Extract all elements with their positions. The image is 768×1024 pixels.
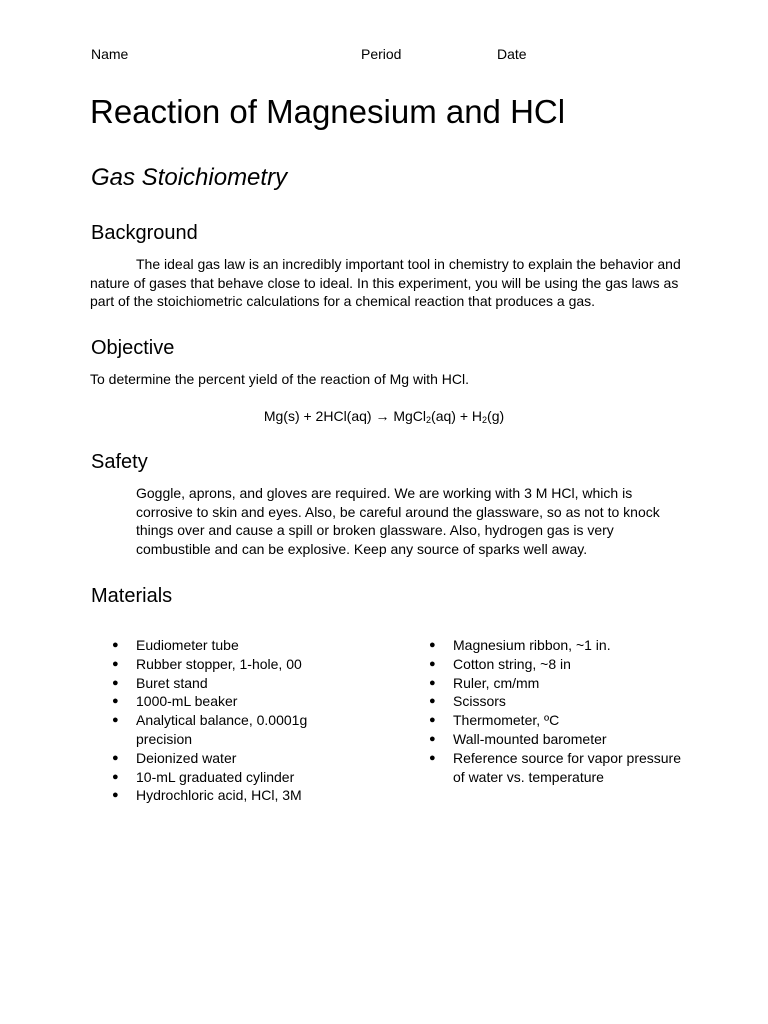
date-label: Date xyxy=(497,46,527,62)
material-label: Thermometer, ºC xyxy=(453,712,560,729)
material-label: Magnesium ribbon, ~1 in. xyxy=(453,637,611,653)
bullet-icon: ● xyxy=(112,770,119,783)
bullet-icon: ● xyxy=(112,639,119,651)
list-item xyxy=(112,655,322,674)
materials-list-right xyxy=(429,636,689,786)
material-label: Analytical balance, 0.0001g precision xyxy=(136,712,308,747)
period-label: Period xyxy=(361,46,402,62)
list-item xyxy=(429,692,689,711)
list-item xyxy=(429,636,689,655)
bullet-icon: ● xyxy=(429,714,436,727)
list-item xyxy=(429,749,689,787)
bullet-icon: ● xyxy=(429,676,436,689)
material-label: Wall-mounted barometer xyxy=(453,730,607,747)
equation-subscript-2: 2 xyxy=(482,415,488,425)
objective-heading: Objective xyxy=(91,337,175,359)
bullet-icon: ● xyxy=(112,676,119,689)
bullet-icon: ● xyxy=(429,695,436,708)
material-label: Deionized water xyxy=(136,749,237,766)
list-item xyxy=(112,711,322,749)
page-subtitle: Gas Stoichiometry xyxy=(91,164,288,191)
safety-heading: Safety xyxy=(91,451,148,473)
reaction-equation xyxy=(0,407,768,425)
list-item xyxy=(429,674,689,693)
safety-text: Goggle, aprons, and gloves are required. We are working with 3 M HCl, which is corrosive to skin and eyes. Also, be careful around the glassware, so as not to knock things over and cause a spill or broken glassware. Also, hydrogen gas is very combustible and can be explosive. Keep any source of sparks well away. xyxy=(136,485,660,558)
bullet-icon: ● xyxy=(429,657,436,670)
material-label: Eudiometer tube xyxy=(136,637,239,653)
list-item xyxy=(112,749,322,768)
bullet-icon: ● xyxy=(429,751,436,764)
background-heading: Background xyxy=(91,222,198,244)
bullet-icon: ● xyxy=(112,714,119,727)
equation-part-middle: (aq) + H xyxy=(431,408,483,424)
list-item xyxy=(429,655,689,674)
material-label: Cotton string, ~8 in xyxy=(453,655,571,672)
bullet-icon: ● xyxy=(112,695,119,708)
equation-subscript-1: 2 xyxy=(426,415,432,425)
equation-part-reactants: Mg(s) + 2HCl(aq) → MgCl xyxy=(263,408,427,424)
material-label: Scissors xyxy=(453,693,506,710)
list-item xyxy=(112,786,322,805)
equation-part-end: (g) xyxy=(487,408,505,424)
material-label: 1000-mL beaker xyxy=(136,693,238,710)
list-item xyxy=(112,674,322,693)
material-label: 10-mL graduated cylinder xyxy=(136,768,295,785)
background-text: The ideal gas law is an incredibly important tool in chemistry to explain the behavior and nature of gases that behave close to ideal. In this experiment, you will be using the gas laws as part of the stoichiometric calculations for a chemical reaction that produces a gas. xyxy=(90,256,681,310)
material-label: Rubber stopper, 1-hole, 00 xyxy=(136,655,302,672)
list-item xyxy=(429,711,689,730)
list-item xyxy=(112,692,322,711)
bullet-icon: ● xyxy=(429,732,436,745)
list-item xyxy=(112,768,322,787)
materials-heading: Materials xyxy=(91,585,173,607)
bullet-icon: ● xyxy=(112,789,119,802)
list-item xyxy=(429,730,689,749)
material-label: Hydrochloric acid, HCl, 3M xyxy=(136,787,302,804)
bullet-icon: ● xyxy=(112,751,119,764)
page-title: Reaction of Magnesium and HCl xyxy=(90,93,566,130)
bullet-icon: ● xyxy=(112,657,119,670)
materials-list-left xyxy=(112,636,322,805)
material-label: Buret stand xyxy=(136,674,208,691)
objective-text: To determine the percent yield of the reaction of Mg with HCl. xyxy=(90,371,469,387)
name-label: Name xyxy=(91,46,129,62)
material-label: Reference source for vapor pressure of water vs. temperature xyxy=(453,749,681,785)
bullet-icon: ● xyxy=(429,639,436,651)
material-label: Ruler, cm/mm xyxy=(453,674,540,691)
list-item xyxy=(112,636,322,655)
